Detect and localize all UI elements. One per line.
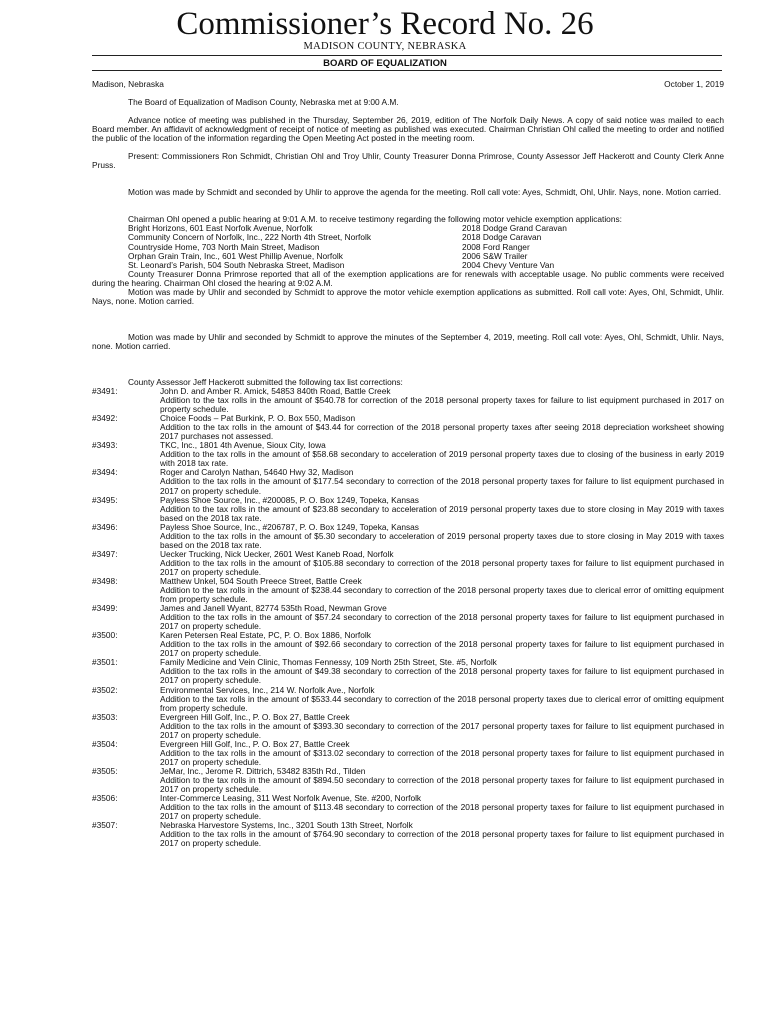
correction-details	[160, 550, 724, 577]
vehicle-description: 2018 Dodge Grand Caravan	[462, 223, 567, 234]
correction-number: #3507:	[92, 820, 118, 831]
correction-number: #3494:	[92, 467, 118, 478]
correction-details	[160, 604, 724, 631]
correction-details	[160, 523, 724, 550]
correction-party: Karen Petersen Real Estate, PC, P. O. Box 1886, Norfolk	[160, 630, 371, 641]
correction-details	[160, 468, 724, 495]
correction-number: #3496:	[92, 521, 118, 532]
paragraph-present: Present: Commissioners Ron Schmidt, Christian Ohl and Troy Uhlir, County Treasurer Donna Primrose, County Assessor Jeff Hackerott and County Clerk Anne Pruss.	[92, 151, 724, 171]
correction-number: #3491:	[92, 385, 118, 396]
correction-party: Uecker Trucking, Nick Uecker, 2601 West Kaneb Road, Norfolk	[160, 548, 394, 559]
correction-description: Addition to the tax rolls in the amount of $92.66 secondary to correction of the 2018 personal property taxes for failure to list equipment purchased in 2017 on property schedule.	[160, 639, 724, 659]
correction-number: #3505:	[92, 765, 118, 776]
correction-party: Nebraska Harvestore Systems, Inc., 3201 South 13th Street, Norfolk	[160, 820, 413, 831]
correction-number: #3506:	[92, 793, 118, 804]
correction-details	[160, 577, 724, 604]
correction-party: Environmental Services, Inc., 214 W. Norfolk Ave., Norfolk	[160, 684, 375, 695]
correction-details	[160, 767, 724, 794]
correction-number: #3499:	[92, 603, 118, 614]
correction-details	[160, 658, 724, 685]
minutes-body	[92, 80, 724, 848]
correction-number: #3501:	[92, 657, 118, 668]
correction-party: Roger and Carolyn Nathan, 54640 Hwy 32, Madison	[160, 467, 354, 478]
correction-party: Matthew Unkel, 504 South Preece Street, Battle Creek	[160, 575, 362, 586]
vehicle-applicant: Countryside Home, 703 North Main Street, Madison	[128, 241, 320, 252]
correction-details	[160, 441, 724, 468]
correction-number: #3492:	[92, 413, 118, 424]
correction-number: #3500:	[92, 630, 118, 641]
correction-details	[160, 414, 724, 441]
correction-number: #3497:	[92, 548, 118, 559]
correction-entry	[92, 658, 724, 685]
paragraph-treasurer-report: County Treasurer Donna Primrose reported that all of the exemption applications are for renewals with acceptable usage. No public comments were received during the hearing. Chairman Ohl closed the hearing at 9:02 A.M.	[92, 268, 724, 288]
correction-entry	[92, 387, 724, 414]
correction-details	[160, 631, 724, 658]
vehicle-applicant: Community Concern of Norfolk, Inc., 222 North 4th Street, Norfolk	[128, 232, 371, 243]
correction-number: #3504:	[92, 738, 118, 749]
correction-entry	[92, 631, 724, 658]
correction-number: #3495:	[92, 494, 118, 505]
paragraph-hearing: Chairman Ohl opened a public hearing at 9:01 A.M. to receive testimony regarding the following motor vehicle exemption applications:	[128, 214, 622, 225]
correction-description: Addition to the tax rolls in the amount of $894.50 secondary to correction of the 2018 personal property taxes for failure to list equipment purchased in 2017 on property schedule.	[160, 775, 724, 795]
correction-entry	[92, 496, 724, 523]
correction-details	[160, 713, 724, 740]
dateline	[92, 80, 724, 89]
correction-description: Addition to the tax rolls in the amount of $533.44 secondary to correction of the 2018 personal property taxes due to clerical error of omitting equipment from property schedule.	[160, 693, 724, 713]
board-name: BOARD OF EQUALIZATION	[323, 58, 447, 69]
correction-entry	[92, 414, 724, 441]
correction-party: TKC, Inc., 1801 4th Avenue, Sioux City, Iowa	[160, 440, 326, 451]
correction-party: Evergreen Hill Golf, Inc., P. O. Box 27, Battle Creek	[160, 711, 350, 722]
correction-entry	[92, 794, 724, 821]
correction-description: Addition to the tax rolls in the amount of $57.24 secondary to correction of the 2018 personal property taxes for failure to list equipment purchased in 2017 on property schedule.	[160, 612, 724, 632]
correction-entry	[92, 686, 724, 713]
correction-party: Evergreen Hill Golf, Inc., P. O. Box 27, Battle Creek	[160, 738, 350, 749]
correction-entry	[92, 740, 724, 767]
tax-list-corrections	[92, 387, 724, 848]
correction-entry	[92, 767, 724, 794]
vehicle-applicant: Orphan Grain Train, Inc., 601 West Phillip Avenue, Norfolk	[128, 250, 343, 261]
correction-party: Inter-Commerce Leasing, 311 West Norfolk Avenue, Ste. #200, Norfolk	[160, 793, 422, 804]
paragraph-assessor-intro: County Assessor Jeff Hackerott submitted the following tax list corrections:	[128, 376, 403, 387]
correction-party: John D. and Amber R. Amick, 54853 840th Road, Battle Creek	[160, 385, 391, 396]
correction-description: Addition to the tax rolls in the amount of $313.02 secondary to correction of the 2018 personal property taxes for failure to list equipment purchased in 2017 on property schedule.	[160, 747, 724, 767]
correction-party: James and Janell Wyant, 82774 535th Road, Newman Grove	[160, 603, 387, 614]
correction-number: #3502:	[92, 684, 118, 695]
correction-entry	[92, 441, 724, 468]
correction-party: Choice Foods – Pat Burkink, P. O. Box 550, Madison	[160, 413, 356, 424]
correction-number: #3493:	[92, 440, 118, 451]
correction-party: Payless Shoe Source, Inc., #200085, P. O. Box 1249, Topeka, Kansas	[160, 494, 419, 505]
vehicle-applicant: Bright Horizons, 601 East Norfolk Avenue, Norfolk	[128, 223, 313, 234]
vehicle-description: 2018 Dodge Caravan	[462, 232, 542, 243]
correction-entry	[92, 550, 724, 577]
correction-details	[160, 821, 724, 848]
paragraph-notice: Advance notice of meeting was published in the Thursday, September 26, 2019, edition of The Norfolk Daily News. A copy of said notice was mailed to each Board member. An affidavit of acknowledgment of receipt of notice of meeting as published was executed. Chairman Christian Ohl called the meeting to order and notified the public of the location of the information regarding the Open Meeting Act posted in the meeting room.	[92, 115, 724, 144]
correction-entry	[92, 577, 724, 604]
vehicle-description: 2008 Ford Ranger	[462, 241, 530, 252]
correction-description: Addition to the tax rolls in the amount of $113.48 secondary to correction of the 2018 personal property taxes for failure to list equipment purchased in 2017 on property schedule.	[160, 802, 724, 822]
correction-party: JeMar, Inc., Jerome R. Dittrich, 53482 835th Rd., Tilden	[160, 765, 366, 776]
correction-details	[160, 496, 724, 523]
correction-number: #3503:	[92, 711, 118, 722]
meeting-place: Madison, Nebraska	[92, 79, 164, 89]
vehicle-description: 2006 S&W Trailer	[462, 250, 528, 261]
paragraph-agenda-motion: Motion was made by Schmidt and seconded by Uhlir to approve the agenda for the meeting. Roll call vote: Ayes, Schmidt, Ohl, Uhlir. Nays, none. Motion carried.	[128, 187, 722, 198]
correction-details	[160, 794, 724, 821]
paragraph-meeting-start: The Board of Equalization of Madison County, Nebraska met at 9:00 A.M.	[128, 97, 399, 108]
correction-party: Family Medicine and Vein Clinic, Thomas Fennessy, 109 North 25th Street, Ste. #5, Norfolk	[160, 657, 497, 668]
correction-description: Addition to the tax rolls in the amount of $43.44 for correction of the 2018 personal property taxes after seeing 2018 depreciation worksheet showing 2017 purchases not assessed.	[160, 422, 724, 442]
correction-number: #3498:	[92, 575, 118, 586]
vehicle-description: 2004 Chevy Venture Van	[462, 259, 555, 270]
meeting-date: October 1, 2019	[664, 79, 724, 89]
correction-description: Addition to the tax rolls in the amount of $177.54 secondary to correction of the 2018 personal property taxes for failure to list equipment purchased in 2017 on property schedule.	[160, 476, 724, 496]
correction-description: Addition to the tax rolls in the amount of $764.90 secondary to correction of the 2018 personal property taxes for failure to list equipment purchased in 2017 on property schedule.	[160, 829, 724, 849]
correction-description: Addition to the tax rolls in the amount of $105.88 secondary to correction of the 2018 personal property taxes for failure to list equipment purchased in 2017 on property schedule.	[160, 557, 724, 577]
correction-entry	[92, 604, 724, 631]
correction-entry	[92, 523, 724, 550]
correction-entry	[92, 713, 724, 740]
correction-entry	[92, 468, 724, 495]
correction-description: Addition to the tax rolls in the amount of $5.30 secondary to acceleration of 2019 personal property taxes due to store closing in May 2019 with taxes based on the 2018 tax rate.	[160, 530, 724, 550]
correction-details	[160, 387, 724, 414]
header-rule-top	[92, 55, 722, 56]
correction-details	[160, 686, 724, 713]
header-rule-bottom	[92, 70, 722, 71]
paragraph-exemption-motion: Motion was made by Uhlir and seconded by Schmidt to approve the motor vehicle exemption applications as submitted. Roll call vote: Ayes, Ohl, Schmidt, Uhlir. Nays, none. Motion carried.	[92, 286, 724, 306]
correction-entry	[92, 821, 724, 848]
county-name: MADISON COUNTY, NEBRASKA	[303, 41, 467, 52]
correction-description: Addition to the tax rolls in the amount of $49.38 secondary to correction of the 2018 personal property taxes for failure to list equipment purchased in 2017 on property schedule.	[160, 666, 724, 686]
vehicle-applicant: St. Leonard’s Parish, 504 South Nebraska Street, Madison	[128, 259, 345, 270]
paragraph-minutes-motion: Motion was made by Uhlir and seconded by Schmidt to approve the minutes of the September 4, 2019, meeting. Roll call vote: Ayes, Ohl, Schmidt, Uhlir. Nays, none. Motion carried.	[92, 331, 724, 351]
correction-details	[160, 740, 724, 767]
correction-description: Addition to the tax rolls in the amount of $238.44 secondary to correction of the 2018 personal property taxes due to clerical error of omitting equipment from property schedule.	[160, 585, 724, 605]
correction-description: Addition to the tax rolls in the amount of $58.68 secondary to acceleration of 2019 personal property taxes due to closing of the business in early 2019 with 2018 tax rate.	[160, 449, 724, 469]
correction-description: Addition to the tax rolls in the amount of $23.88 secondary to acceleration of 2019 personal property taxes due to store closing in May 2019 with taxes based on the 2018 tax rate.	[160, 503, 724, 523]
correction-description: Addition to the tax rolls in the amount of $540.78 for correction of the 2018 personal property taxes for failure to list equipment purchased in 2017 on property schedule.	[160, 395, 724, 415]
record-title: Commissioner’s Record No. 26	[176, 6, 594, 42]
correction-description: Addition to the tax rolls in the amount of $393.30 secondary to correction of the 2017 personal property taxes for failure to list equipment purchased in 2017 on property schedule.	[160, 720, 724, 740]
vehicle-exemption-list	[128, 224, 724, 269]
correction-party: Payless Shoe Source, Inc., #206787, P. O. Box 1249, Topeka, Kansas	[160, 521, 419, 532]
